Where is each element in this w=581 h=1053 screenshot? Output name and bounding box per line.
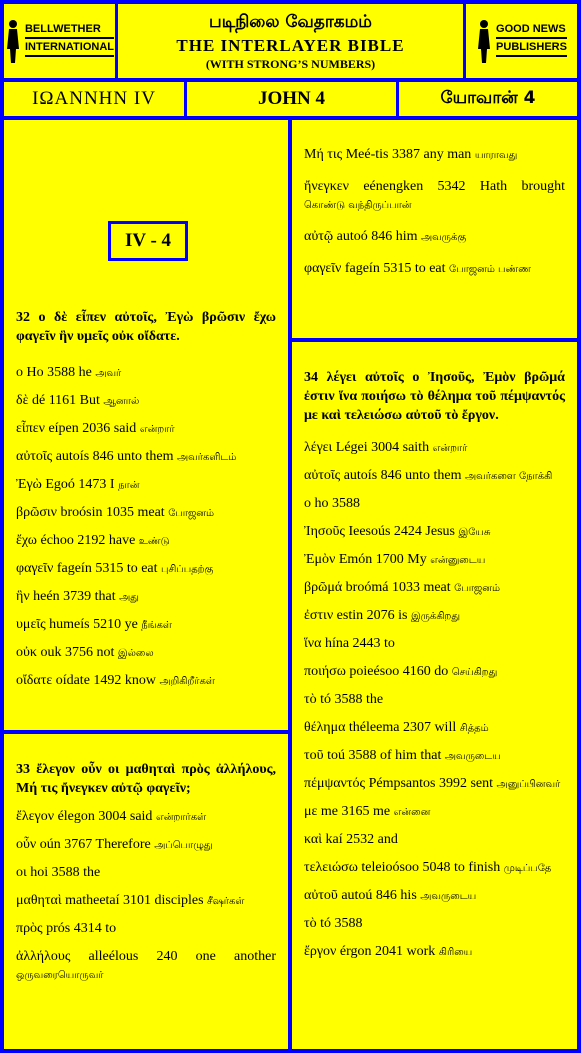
transliteration: hoi 3588 the [30,865,101,880]
transliteration: Ho 3588 he [26,365,92,380]
transliteration: prós 4314 to [46,921,117,936]
greek-word: ἵνα [304,636,322,651]
tamil-gloss: என்றார்கள் [155,812,207,823]
tamil-gloss: ஒருவரையொருவர் [16,970,104,981]
transliteration: tó 3588 [320,916,363,931]
figure-icon [5,19,21,63]
transliteration: alleélous 240 one another [88,949,277,964]
tamil-gloss: போஜனம் பண்ண [449,264,531,275]
word-entry [16,836,276,855]
word-entry [304,831,565,850]
greek-word: μαθηταὶ [16,893,62,908]
tamil-gloss: அவர் [95,368,122,379]
transliteration: autoó 846 him [336,229,418,244]
tamil-gloss: யாராவது [474,150,518,161]
bellwether-logo [4,4,115,78]
title-tamil: படிநிலை வேதாகமம் [209,12,372,32]
word-entry [16,948,276,985]
verse-32-text: 32 ο δὲ εἶπεν αὐτοῖς, Ἐγὼ βρῶσιν ἔχω φαγεῖν ἣν υμεῖς οὐκ οἴδατε. [16,310,276,344]
word-entry [304,691,565,710]
verse-32-panel [4,120,288,730]
greek-word: ἔλεγον [16,809,55,824]
greek-word: πέμψαντός [304,776,366,791]
tamil-gloss: ஆனால் [103,396,140,407]
word-entry [304,495,565,514]
greek-word: ἐστιν [304,608,334,623]
tamil-gloss: இயேசு [458,527,491,538]
greek-word: τοῦ [304,748,324,763]
transliteration: autoís 846 unto them [343,468,462,483]
greek-word: τὸ [304,916,317,931]
transliteration: Egoó 1473 I [45,477,115,492]
greek-word: αὐτοῖς [16,449,53,464]
transliteration: Meé-tis 3387 any man [345,147,472,162]
transliteration: autoís 846 unto them [55,449,174,464]
title-subtitle: (WITH STRONG’S NUMBERS) [205,57,376,71]
greek-word: εἶπεν [16,421,45,436]
greek-word: Ἐγὼ [16,477,42,492]
transliteration: broósin 1035 meat [60,505,165,520]
word-entry [16,588,276,607]
greek-word: καὶ [304,832,323,847]
word-entry [16,420,276,439]
tamil-gloss: கொண்டு வந்திருப்பான் [304,200,412,211]
tamil-gloss: இல்லை [117,648,154,659]
word-entry [304,228,565,247]
word-entry [16,532,276,551]
verse-32-entries [16,364,276,691]
verse-34-panel [292,342,577,1049]
greek-word: αὐτοῦ [304,888,338,903]
greek-word: πρὸς [16,921,43,936]
word-entry [304,915,565,934]
tamil-gloss: என்னை [393,807,431,818]
transliteration: fageín 5315 to eat [56,561,158,576]
greek-word: αὐτοῖς [304,468,341,483]
greek-word: φαγεῖν [304,261,342,276]
transliteration: toú 3588 of him that [327,748,442,763]
tamil-gloss: அவர்களிடம் [177,452,237,463]
transliteration: oídate 1492 know [55,673,157,688]
transliteration: fageín 5315 to eat [344,261,446,276]
transliteration: eípen 2036 said [48,421,137,436]
greek-word: ἔργον [304,944,337,959]
greek-word: φαγεῖν [16,561,54,576]
transliteration: teleioósoo 5048 to finish [361,860,501,875]
tamil-gloss: அவர்களை நோக்கி [465,471,553,482]
greek-word: ο [16,365,23,380]
tamil-gloss: கிரியை [438,947,473,958]
word-entry [16,364,276,383]
logo-line-1: GOOD NEWS [496,23,567,39]
greek-word: ἤνεγκεν [304,179,349,194]
word-entry [16,448,276,467]
greek-word: τὸ [304,692,317,707]
greek-word: Ἐμὸν [304,552,336,567]
greek-word: οἴδατε [16,673,53,688]
word-entry [304,943,565,962]
tamil-gloss: முடிப்பதே [503,863,552,874]
verse-33-entries [16,808,276,985]
tamil-gloss: போஜனம் [454,583,501,594]
transliteration: Légei 3004 saith [335,440,430,455]
tamil-gloss: நான் [118,480,140,491]
transliteration: dé 1161 But [31,393,100,408]
word-entry [16,392,276,411]
tamil-gloss: அது [119,592,139,603]
tamil-gloss: அனுப்பினவர் [496,779,561,790]
verse-33-cont-entries [304,146,565,279]
transliteration: ouk 3756 not [40,645,115,660]
logo-line-2: INTERNATIONAL [25,41,114,57]
greek-word: οι [16,865,27,880]
transliteration: eénengken 5342 Hath brought [363,179,566,194]
transliteration: matheetaí 3101 disciples [65,893,204,908]
word-entry [16,864,276,883]
transliteration: Emón 1700 My [338,552,427,567]
word-entry [16,644,276,663]
tamil-gloss: இருக்கிறது [410,611,460,622]
greek-word: ἣν [16,589,30,604]
verse-33-cont-panel [292,120,577,338]
book-english: JOHN 4 [187,82,396,116]
tamil-gloss: நீங்கள் [141,620,172,631]
greek-word: τελειώσω [304,860,358,875]
word-entry [16,808,276,827]
tamil-gloss: அவருடைய [420,891,477,902]
word-entry [304,551,565,570]
transliteration: broómá 1033 meat [345,580,451,595]
tamil-gloss: சித்தம் [459,723,489,734]
word-entry [304,747,565,766]
greek-word: υμεῖς [16,617,46,632]
word-entry [304,719,565,738]
tamil-gloss: அப்பொழுது [154,840,213,851]
transliteration: Ieesoús 2424 Jesus [348,524,455,539]
word-entry [16,616,276,635]
tamil-gloss: என்னுடைய [430,555,486,566]
word-entry [304,146,565,165]
transliteration: érgon 2041 work [339,944,436,959]
goodnews-logo [466,4,577,78]
transliteration: poieésoo 4160 do [349,664,449,679]
tamil-gloss: உண்டு [138,536,170,547]
greek-word: ο [304,496,311,511]
book-greek: ΙΩΑΝΝΗΝ IV [4,82,184,116]
word-entry [304,439,565,458]
transliteration: hína 2443 to [324,636,395,651]
word-entry [304,467,565,486]
greek-word: αὐτῷ [304,229,334,244]
title-block [118,4,463,78]
word-entry [304,607,565,626]
tamil-gloss: அவருடைய [444,751,501,762]
tamil-gloss: என்றார் [139,424,175,435]
greek-word: δὲ [16,393,29,408]
transliteration: théleema 2307 will [348,720,457,735]
transliteration: autoú 846 his [341,888,417,903]
figure-icon [476,19,492,63]
transliteration: kaí 2532 and [325,832,398,847]
word-entry [304,803,565,822]
book-tamil: யோவான் 4 [399,82,577,116]
verse-34-entries [304,439,565,962]
tamil-gloss: சீஷர்கள் [207,896,245,907]
tamil-gloss: புசிப்பதற்கு [161,564,214,575]
word-entry [16,920,276,939]
word-entry [16,560,276,579]
tamil-gloss: அவருக்கு [421,232,467,243]
word-entry [16,476,276,495]
verse-34-text: 34 λέγει αὐτοῖς ο Ἰησοῦς, Ἐμὸν βρῶμά ἐστιν ἵνα ποιήσω τὸ θέλημα τοῦ πέμψαντός με καὶ τελειώσω αὐτοῦ τὸ ἔργον. [304,370,565,423]
greek-word: ἀλλήλους [16,949,71,964]
word-entry [304,579,565,598]
greek-word: με [304,804,318,819]
verse-33-text: 33 ἔλεγον οὖν οι μαθηταὶ πρὸς ἀλλήλους, Μή τις ἤνεγκεν αὐτῷ φαγεῖν; [16,762,276,796]
transliteration: Pémpsantos 3992 sent [368,776,494,791]
title-main: THE INTERLAYER BIBLE [176,36,405,55]
transliteration: oún 3767 Therefore [39,837,151,852]
greek-word: Ἰησοῦς [304,524,345,539]
word-entry [304,663,565,682]
word-entry [304,635,565,654]
tamil-gloss: அறிகிறீர்கள் [159,676,215,687]
word-entry [304,859,565,878]
greek-word: οὐκ [16,645,37,660]
word-entry [304,178,565,215]
tamil-gloss: செய்கிறது [451,667,498,678]
word-entry [304,887,565,906]
transliteration: élegon 3004 said [57,809,153,824]
word-entry [304,523,565,542]
tamil-gloss: போஜனம் [168,508,215,519]
greek-word: βρῶσιν [16,505,57,520]
transliteration: heén 3739 that [33,589,116,604]
verse-33-panel [4,734,288,1049]
logo-line-1: BELLWETHER [25,23,114,39]
greek-word: ποιήσω [304,664,346,679]
transliteration: humeís 5210 ye [49,617,138,632]
logo-line-2: PUBLISHERS [496,41,567,57]
word-entry [304,260,565,279]
greek-word: βρῶμά [304,580,343,595]
transliteration: estin 2076 is [336,608,408,623]
greek-word: θέλημα [304,720,346,735]
word-entry [16,504,276,523]
word-entry [16,892,276,911]
transliteration: tó 3588 the [320,692,384,707]
transliteration: échoo 2192 have [40,533,136,548]
greek-word: ἔχω [16,533,37,548]
chapter-box: IV - 4 [108,221,188,261]
transliteration: ho 3588 [314,496,360,511]
transliteration: me 3165 me [320,804,391,819]
word-entry [16,672,276,691]
greek-word: λέγει [304,440,333,455]
greek-word: Μή τις [304,147,343,162]
word-entry [304,775,565,794]
tamil-gloss: என்றார் [432,443,468,454]
greek-word: οὖν [16,837,37,852]
